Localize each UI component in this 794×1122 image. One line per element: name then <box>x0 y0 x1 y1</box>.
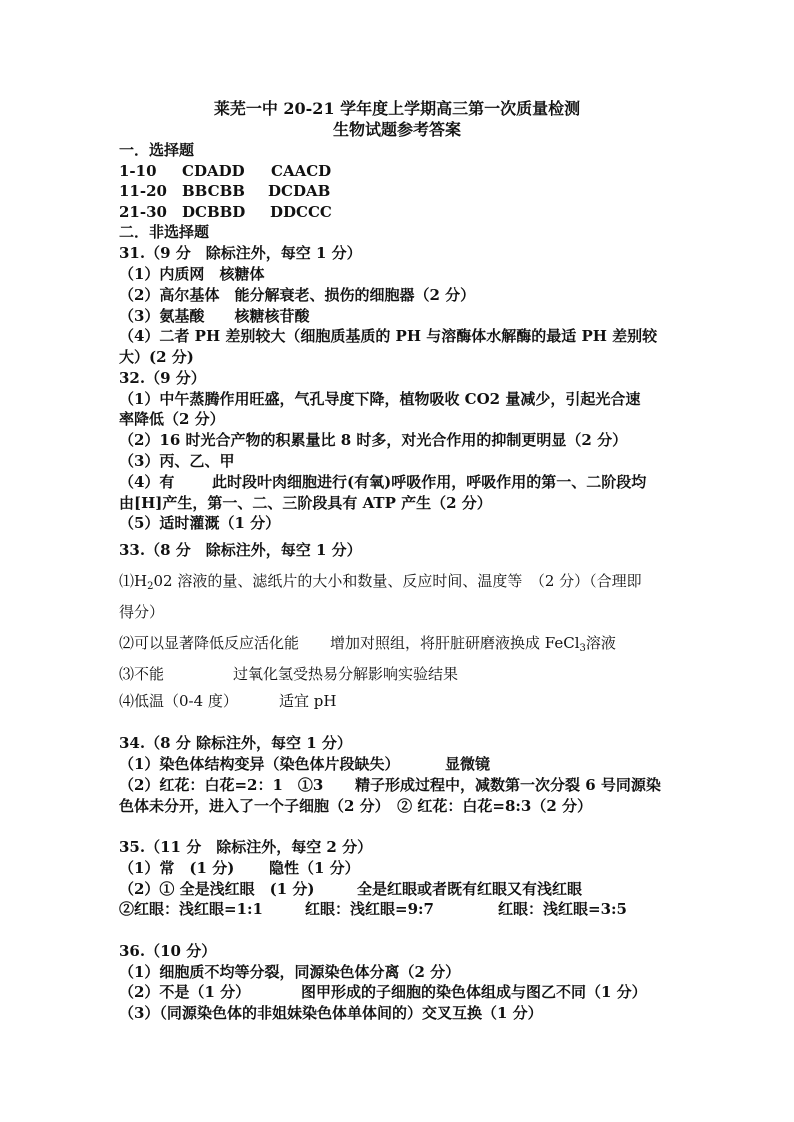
q35-ratio-1: ②红眼：浅红眼=1:1 <box>119 900 263 918</box>
q36-answer-1: （1）细胞质不均等分裂，同源染色体分离（2 分） <box>119 963 461 981</box>
q34-answer-1-b: 显微镜 <box>445 755 491 773</box>
mc-answers-a: CDADD <box>182 162 245 180</box>
section-open-questions-heading: 二．非选择题 <box>119 223 210 241</box>
q35-answer-2-a: （2）① 全是浅红眼 (1 分) <box>119 880 315 898</box>
q36-answer-3: （3）（同源染色体的非姐妹染色体单体间的）交叉互换（1 分） <box>119 1004 543 1022</box>
mc-row-3 <box>119 202 332 222</box>
q33-answer-1-cont: 得分） <box>119 603 165 621</box>
q35-answer-2-ratios <box>119 899 627 919</box>
q33-answer-2 <box>119 633 616 659</box>
q33-answer-2-b: 增加对照组，将肝脏研磨液换成 FeCl <box>330 634 580 652</box>
mc-answers-a: DCBBD <box>182 203 246 221</box>
q33-answer-3-a: ⑶不能 <box>119 665 165 683</box>
q33-answer-1 <box>119 571 642 597</box>
q35-answer-2 <box>119 879 582 899</box>
q33-answer-4-a: ⑷低温（0-4 度） <box>119 692 238 710</box>
mc-row-1 <box>119 161 331 181</box>
q33-answer-4 <box>119 691 336 711</box>
q34-answer-2-a: （2）红花：白花=2：1 ①3 <box>119 776 324 794</box>
q33-answer-1-text: 02 溶液的量、滤纸片的大小和数量、反应时间、温度等 （2 分）（合理即 <box>153 572 642 590</box>
q32-answer-4-reason: 此时段叶肉细胞进行(有氧)呼吸作用，呼吸作用的第一、二阶段均 <box>212 473 647 491</box>
q34-answer-2-cont: 色体未分开，进入了一个子细胞（2 分） ② 红花：白花=8:3（2 分） <box>119 797 593 815</box>
q33-answer-4-b: 适宜 pH <box>279 692 337 710</box>
q33-answer-2-c: 溶液 <box>585 634 616 652</box>
q36-answer-2 <box>119 982 647 1002</box>
document-subtitle: 生物试题参考答案 <box>332 120 461 139</box>
q35-answer-1-a: （1）常 (1 分) <box>119 859 235 877</box>
mc-range: 11-20 <box>119 182 167 200</box>
mc-range: 21-30 <box>119 203 167 221</box>
document-title: 莱芜一中 20-21 学年度上学期高三第一次质量检测 <box>213 99 581 118</box>
q34-heading: 34.（8 分 除标注外，每空 1 分） <box>119 734 352 752</box>
q32-answer-4-yes: （4）有 <box>119 473 175 491</box>
mc-answers-b: DCDAB <box>268 182 331 200</box>
q32-answer-4-cont: 由[H]产生，第一、二、三阶段具有 ATP 产生（2 分） <box>119 494 492 512</box>
q35-ratio-3: 红眼：浅红眼=3:5 <box>498 900 627 918</box>
mc-answers-b: DDCCC <box>270 203 332 221</box>
q35-heading: 35.（11 分 除标注外，每空 2 分） <box>119 838 373 856</box>
q35-answer-1 <box>119 858 360 878</box>
q31-answer-1: （1）内质网 核糖体 <box>119 265 265 283</box>
q34-answer-2-b: 精子形成过程中，减数第一次分裂 6 号同源染 <box>355 776 661 794</box>
q33-answer-1-prefix: ⑴H <box>119 572 148 590</box>
q32-heading: 32.（9 分） <box>119 369 206 387</box>
mc-answers-a: BBCBB <box>182 182 245 200</box>
mc-answers-b: CAACD <box>271 162 332 180</box>
q35-ratio-2: 红眼：浅红眼=9:7 <box>305 900 434 918</box>
q32-answer-2: （2）16 时光合产物的积累量比 8 时多，对光合作用的抑制更明显（2 分） <box>119 431 628 449</box>
section-multiple-choice-heading: 一．选择题 <box>119 141 195 159</box>
q33-subscript-3: 3 <box>579 643 586 654</box>
q36-heading: 36.（10 分） <box>119 942 217 960</box>
q32-answer-1-cont: 率降低（2 分） <box>119 410 225 428</box>
q33-answer-3-b: 过氧化氢受热易分解影响实验结果 <box>233 665 459 683</box>
q32-answer-4 <box>119 472 646 492</box>
q35-answer-1-b: 隐性（1 分） <box>269 859 360 877</box>
q31-answer-4-cont: 大）(2 分) <box>119 348 194 366</box>
q32-answer-3: （3）丙、乙、甲 <box>119 452 235 470</box>
q36-answer-2-b: 图甲形成的子细胞的染色体组成与图乙不同（1 分） <box>301 983 647 1001</box>
q31-heading: 31.（9 分 除标注外，每空 1 分） <box>119 244 362 262</box>
q34-answer-1-a: （1）染色体结构变异（染色体片段缺失） <box>119 755 400 773</box>
q33-subscript-2: 2 <box>147 581 154 592</box>
q33-answer-3 <box>119 664 458 684</box>
q32-answer-1: （1）中午蒸腾作用旺盛，气孔导度下降，植物吸收 CO2 量减少，引起光合速 <box>119 390 641 408</box>
q32-answer-5: （5）适时灌溉（1 分） <box>119 514 281 532</box>
q31-answer-3: （3）氨基酸 核糖核苷酸 <box>119 307 310 325</box>
q33-answer-2-a: ⑵可以显著降低反应活化能 <box>119 634 300 652</box>
mc-row-2 <box>119 181 330 201</box>
mc-range: 1-10 <box>119 162 157 180</box>
q35-answer-2-b: 全是红眼或者既有红眼又有浅红眼 <box>357 880 583 898</box>
q31-answer-4: （4）二者 PH 差别较大（细胞质基质的 PH 与溶酶体水解酶的最适 PH 差别较 <box>119 327 658 345</box>
q34-answer-1 <box>119 754 490 774</box>
q33-heading: 33.（8 分 除标注外，每空 1 分） <box>119 541 362 559</box>
q31-answer-2: （2）高尔基体 能分解衰老、损伤的细胞器（2 分） <box>119 286 476 304</box>
q34-answer-2 <box>119 775 661 795</box>
q36-answer-2-a: （2）不是（1 分） <box>119 983 251 1001</box>
